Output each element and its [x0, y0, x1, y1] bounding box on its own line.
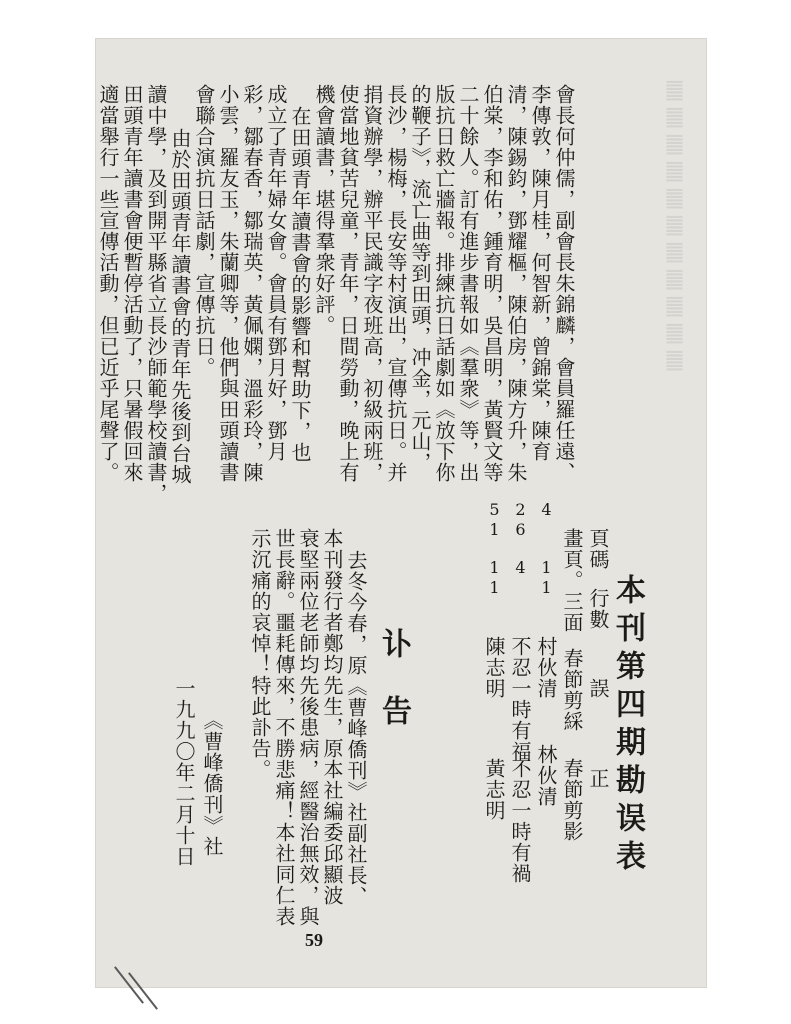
body-line: 會長何仲儒，副會長朱錦麟，會員羅任遠、 [552, 84, 576, 483]
show-through-text: ䷀䷀䷀䷀䷀䷀䷀䷀䷀䷀䷀ [662, 78, 687, 375]
body-line: 伯棠，李和佑，鍾育明，吳昌明，黃賢文等 [480, 84, 504, 483]
errata-header-right: 正 [586, 768, 610, 789]
errata-title: 本刊第四期勘误表 [610, 574, 645, 878]
errata-line-cell: 4 [511, 558, 530, 578]
errata-wrong-cell: 陳志明 [482, 636, 506, 699]
page-number: 59 [305, 930, 323, 950]
errata-page-cell: 26 [511, 500, 530, 540]
obituary-date: 一九九〇年二月十日 [172, 678, 196, 867]
body-line: 清，陳錫鈞，鄧耀樞，陳伯房，陳方升，朱 [504, 84, 528, 483]
obituary-line: 本刊發行者鄭均先生，原本社編委邱顯波 [320, 528, 344, 906]
errata-wrong-cell: 村伙清 [534, 636, 558, 699]
body-line: 的鞭子》，流亡曲等到田頭，冲金，元山， [408, 84, 432, 473]
body-line: 小雲，羅友玉，朱蘭卿等，他們與田頭讀書 [216, 84, 240, 483]
errata-misc-right: 春節剪影 [560, 758, 584, 842]
body-line: 版抗日救亡牆報。排練抗日話劇如《放下你 [432, 84, 456, 483]
body-line: 使當地貧苦兒童，青年，日間勞動，晚上有 [336, 84, 360, 483]
body-line: 讀中學，及到開平縣省立長沙師範學校讀書， [144, 84, 168, 504]
body-line: 長沙，楊梅，長安等村演出，宣傳抗日。并 [384, 84, 408, 483]
errata-page-cell: 51 [485, 500, 504, 540]
errata-header-wrong: 誤 [586, 678, 610, 699]
body-line: 彩，鄒春香，鄒瑞英，黃佩嫻，溫彩玲，陳 [240, 84, 264, 483]
body-line: 適當舉行一些宣傳活動，但已近乎尾聲了。 [96, 84, 120, 483]
obituary-line: 去冬今春，原《曹峰僑刊》社副社長、 [344, 550, 368, 907]
obituary-line: 世長辭。噩耗傳來，不勝悲痛！本社同仁表 [272, 528, 296, 927]
errata-wrong-cell: 不忍一時有福 [508, 636, 532, 762]
errata-right-cell: 不忍一時有禍 [508, 758, 532, 884]
body-line: 成立了青年婦女會。會員有鄧月好，鄧月 [264, 84, 288, 462]
errata-header-page: 頁碼 [586, 528, 610, 570]
errata-right-cell: 林伙清 [534, 744, 558, 807]
body-line: 李傳敦，陳月桂，何智新，曾錦棠，陳育 [528, 84, 552, 462]
body-line: 機會讀書，堪得羣衆好評。 [312, 84, 336, 336]
errata-header-line: 行數 [586, 588, 610, 630]
errata-misc-wrong: 春節剪綵 [560, 648, 584, 732]
obituary-line: 示沉痛的哀悼！特此訃告。 [248, 528, 272, 780]
body-line: 會聯合演抗日話劇，宣傳抗日。 [192, 84, 216, 378]
errata-misc-label: 畫頁。三面 [560, 528, 584, 633]
errata-right-cell: 黃志明 [482, 758, 506, 821]
errata-page-cell: 4 [537, 500, 556, 520]
body-line: 由於田頭青年讀書會的青年先後到台城 [168, 128, 192, 485]
errata-line-cell: 11 [485, 558, 504, 598]
obituary-line: 衰堅兩位老師均先後患病，經醫治無效，與 [296, 528, 320, 927]
obituary-title: 讣 告 [376, 628, 411, 726]
body-line: 二十餘人。訂有進步書報如《羣衆》等，出 [456, 84, 480, 483]
book-page [95, 38, 707, 988]
errata-line-cell: 11 [537, 558, 556, 598]
body-line: 在田頭青年讀書會的影響和幫助下，也 [288, 106, 312, 463]
body-line: 捐資辦學，辦平民識字夜班高，初級兩班， [360, 84, 384, 483]
obituary-signature: 《曹峰僑刊》社 [200, 710, 224, 857]
body-line: 田頭青年讀書會便暫停活動了，只暑假回來 [120, 84, 144, 483]
